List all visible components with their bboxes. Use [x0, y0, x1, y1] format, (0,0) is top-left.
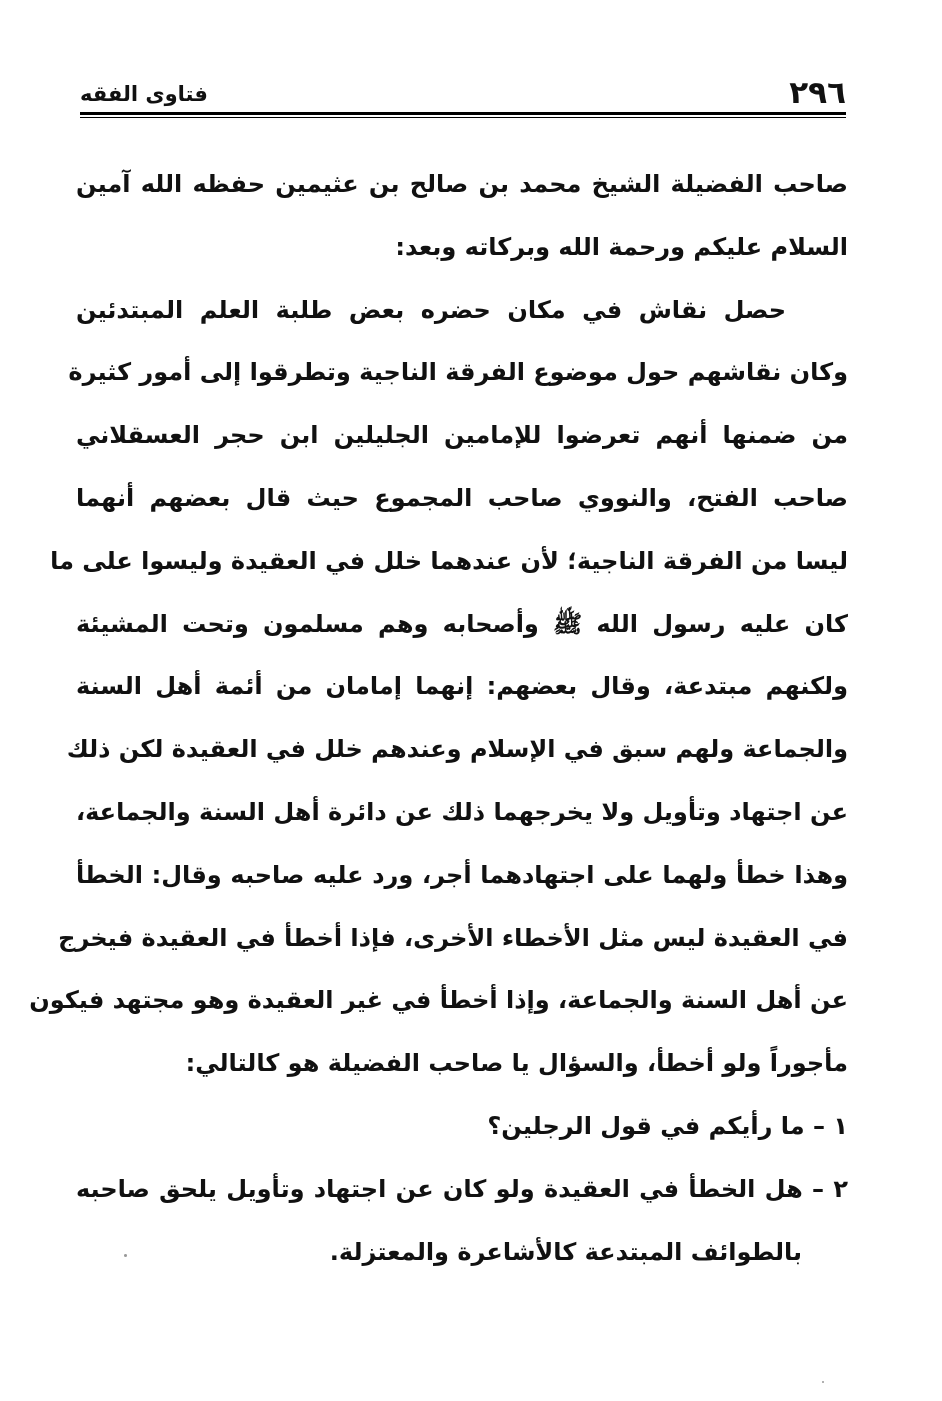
text-line: ولكنهم مبتدعة، وقال بعضهم: إنهما إمامان من أئمة أهل السنة: [76, 672, 848, 701]
text-line: بالطوائف المبتدعة كالأشاعرة والمعتزلة.: [329, 1237, 802, 1266]
text-line: صاحب الفضيلة الشيخ محمد بن صالح بن عثيمين حفظه الله آمين: [76, 170, 848, 198]
text-line: كان عليه رسول الله ﷺ وأصحابه وهم مسلمون وتحت المشيئة: [76, 609, 848, 638]
text-line: في العقيدة ليس مثل الأخطاء الأخرى، فإذا أخطأ في العقيدة فيخرج: [58, 923, 848, 952]
body-text: [29, 153, 848, 1283]
running-title: فتاوى الفقه: [80, 82, 208, 106]
text-line: السلام عليكم ورحمة الله وبركاته وبعد:: [395, 232, 848, 261]
text-line: ليسا من الفرقة الناجية؛ لأن عندهما خلل في العقيدة وليسوا على ما: [50, 546, 848, 575]
text-line: من ضمنها أنهم تعرضوا للإمامين الجليلين ابن حجر العسقلاني: [76, 421, 848, 450]
scan-speck: [822, 1381, 824, 1383]
list-item: ٢ – هل الخطأ في العقيدة ولو كان عن اجتهاد وتأويل يلحق صاحبه: [76, 1174, 848, 1203]
text-line: عن أهل السنة والجماعة، وإذا أخطأ في غير العقيدة وهو مجتهد فيكون: [29, 986, 848, 1015]
text-line: عن اجتهاد وتأويل ولا يخرجهما ذلك عن دائرة أهل السنة والجماعة،: [76, 797, 848, 826]
text-line: صاحب الفتح، والنووي صاحب المجموع حيث قال بعضهم أنهما: [76, 483, 848, 512]
header-rule-thin: [80, 117, 846, 118]
list-item: ١ – ما رأيكم في قول الرجلين؟: [487, 1111, 848, 1140]
page-number: ٢٩٦: [789, 75, 846, 111]
text-line: حصل نقاش في مكان حضره بعض طلبة العلم المبتدئين: [76, 295, 786, 324]
page-header: [80, 72, 846, 112]
text-line: مأجوراً ولو أخطأ، والسؤال يا صاحب الفضيلة هو كالتالي:: [185, 1049, 848, 1078]
text-line: والجماعة ولهم سبق في الإسلام وعندهم خلل في العقيدة لكن ذلك: [66, 735, 848, 764]
header-rule-thick: [80, 112, 846, 115]
text-line: وهذا خطأ ولهما على اجتهادهما أجر، ورد عليه صاحبه وقال: الخطأ: [76, 860, 848, 889]
text-line: وكان نقاشهم حول موضوع الفرقة الناجية وتطرقوا إلى أمور كثيرة: [68, 358, 848, 387]
scan-speck: [124, 1254, 127, 1257]
